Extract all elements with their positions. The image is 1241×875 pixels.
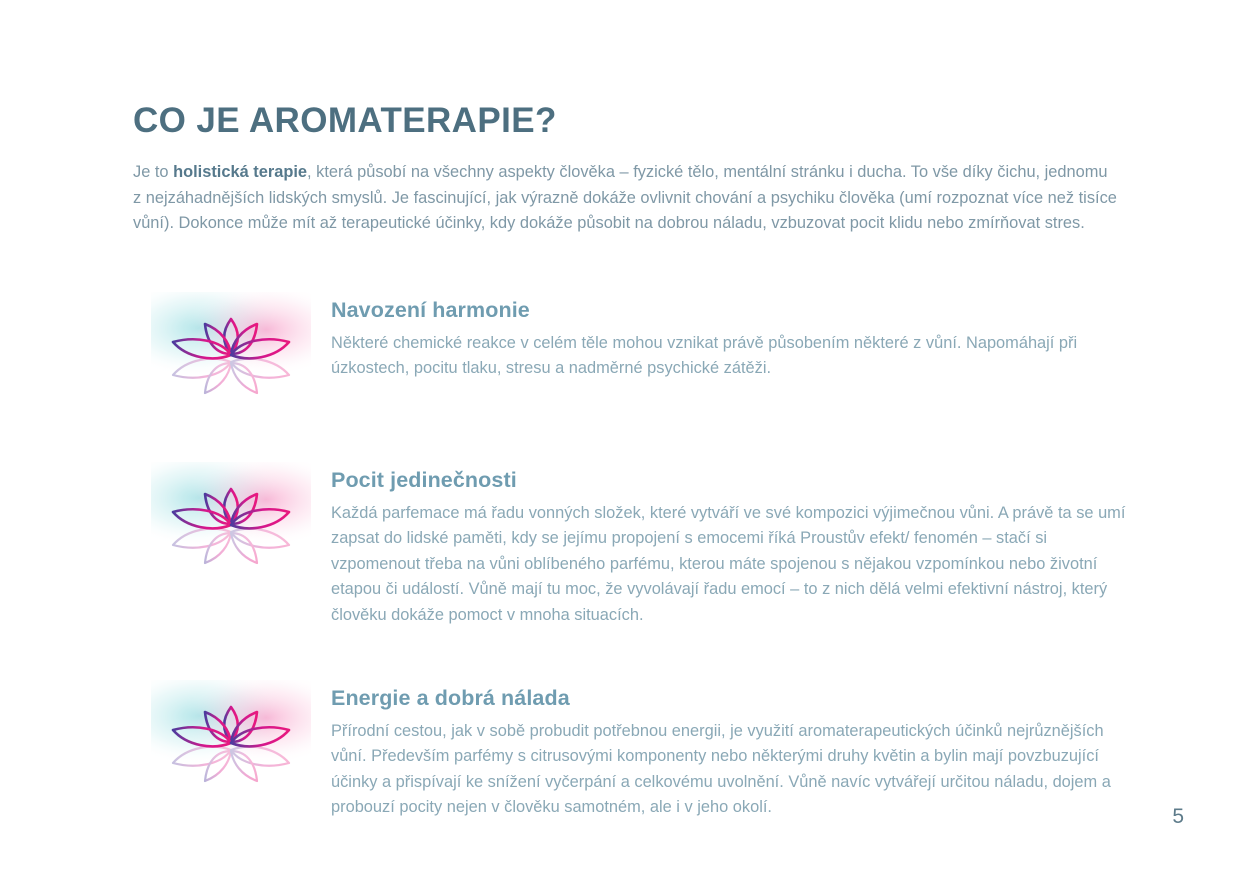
section-body-1 bbox=[331, 292, 1133, 382]
intro-lead-rest: , která působí na všechny aspekty člověka – fyzické tělo, mentální stránku i ducha. To vše díky čichu, jednomu z nejzáhadnějších lidských smyslů. Je fascinující, jak výrazně dokáže ovlivnit chování a psychiku člověka (umí rozpoznat více než tisíce vůní). Dokonce může mít až terapeutické účinky, kdy dokáže působit na dobrou náladu, vzbuzovat pocit klidu nebo zmírňovat stres. bbox=[133, 163, 1117, 233]
section-heading-1: Navození harmonie bbox=[331, 298, 530, 322]
lotus-icon-wrap-1 bbox=[133, 292, 331, 402]
section-body-3 bbox=[331, 680, 1133, 821]
section-text-2: Každá parfemace má řadu vonných složek, které vytváří ve své kompozici výjimečnou vůni. A právě ta se umí zapsat do lidské paměti, kdy se jejímu propojení s emocemi říká Proustův efekt/ fenomén – stačí si vzpomenout třeba na vůni oblíbeného parfému, kterou máte spojenou s nějakou vzpomínkou nebo životní etapou či událostí. Vůně mají tu moc, že vyvolávají řadu emocí – to z nich dělá velmi efektivní nástroj, který člověku dokáže pomoct v mnoha situacích. bbox=[331, 503, 1126, 624]
benefit-section-harmonie bbox=[133, 292, 1133, 402]
benefit-section-energie bbox=[133, 680, 1133, 821]
lotus-icon-wrap-3 bbox=[133, 680, 331, 790]
intro-lead-bold: holistická terapie bbox=[173, 163, 308, 182]
benefit-section-jedinecnost bbox=[133, 462, 1133, 628]
lotus-icon bbox=[151, 292, 311, 402]
section-text-3: Přírodní cestou, jak v sobě probudit potřebnou energii, je využití aromaterapeutických účinků nejrůznějších vůní. Především parfémy s citrusovými komponenty nebo některými druhy květin a bylin mají povzbuzující účinky a přispívají ke snížení vyčerpání a celkovému uvolnění. Vůně navíc vytvářejí určitou náladu, dojem a probouzí pocity nejen v člověku samotném, ale i v jeho okolí. bbox=[331, 721, 1111, 817]
section-heading-3: Energie a dobrá nálada bbox=[331, 686, 570, 710]
lotus-icon-wrap-2 bbox=[133, 462, 331, 572]
section-heading-2: Pocit jedinečnosti bbox=[331, 468, 517, 492]
page-title: CO JE AROMATERAPIE? bbox=[133, 101, 557, 141]
intro-lead-plain: Je to bbox=[133, 163, 174, 182]
intro-paragraph bbox=[133, 160, 1118, 237]
section-body-2 bbox=[331, 462, 1133, 628]
lotus-icon bbox=[151, 462, 311, 572]
section-text-1: Některé chemické reakce v celém těle mohou vznikat právě působením některé z vůní. Napomáhají při úzkostech, pocitu tlaku, stresu a nadměrné psychické zátěži. bbox=[331, 333, 1078, 378]
page-number: 5 bbox=[1172, 805, 1184, 828]
lotus-icon bbox=[151, 680, 311, 790]
